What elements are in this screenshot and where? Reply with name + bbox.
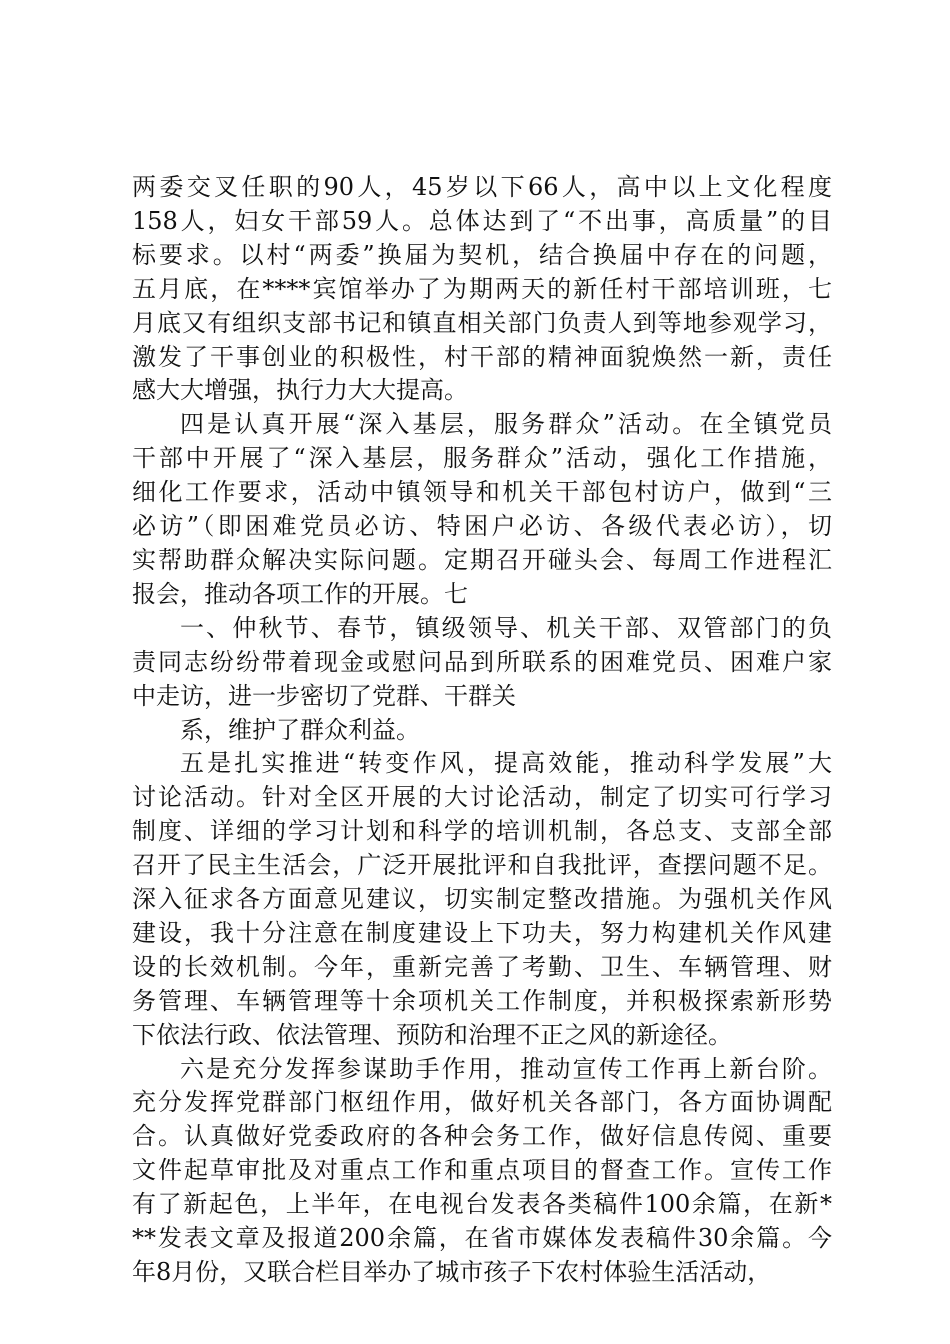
text-line: 制度、详细的学习计划和科学的培训机制，各总支、支部全部 — [132, 817, 832, 846]
text-line: 五月底，在****宾馆举办了为期两天的新任村干部培训班，七 — [132, 274, 832, 303]
text-line: 务管理、车辆管理等十余项机关工作制度，并积极探索新形势 — [132, 986, 832, 1015]
text-line: 设的长效机制。今年，重新完善了考勤、卫生、车辆管理、财 — [132, 952, 832, 981]
paragraph — [132, 747, 832, 1052]
text-line: 四是认真开展“深入基层，服务群众”活动。在全镇党员 — [180, 410, 832, 439]
text-line: 建设，我十分注意在制度建设上下功夫，努力构建机关作风建 — [132, 918, 832, 947]
text-line: 下依法行政、依法管理、预防和治理不正之风的新途径。 — [132, 1020, 732, 1049]
text-line: 标要求。以村“两委”换届为契机，结合换届中存在的问题， — [132, 240, 832, 269]
text-line: 召开了民主生活会，广泛开展批评和自我批评，查摆问题不足。 — [132, 851, 832, 880]
text-line: 有了新起色，上半年，在电视台发表各类稿件100余篇，在新* — [132, 1190, 832, 1219]
text-line: 干部中开展了“深入基层，服务群众”活动，强化工作措施， — [132, 444, 832, 473]
text-line: 细化工作要求，活动中镇领导和机关干部包村访户，做到“三 — [132, 478, 832, 507]
text-line: 讨论活动。针对全区开展的大讨论活动，制定了切实可行学习 — [132, 783, 832, 812]
text-line: 责同志纷纷带着现金或慰问品到所联系的困难党员、困难户家 — [132, 647, 832, 676]
text-line: **发表文章及报道200余篇，在省市媒体发表稿件30余篇。今 — [132, 1224, 832, 1253]
text-line: 六是充分发挥参谋助手作用，推动宣传工作再上新台阶。 — [180, 1054, 832, 1083]
text-line: 合。认真做好党委政府的各种会务工作，做好信息传阅、重要 — [132, 1122, 832, 1151]
text-line: 必访”（即困难党员必访、特困户必访、各级代表必访），切 — [132, 512, 832, 541]
text-line: 激发了干事创业的积极性，村干部的精神面貌焕然一新，责任 — [132, 342, 832, 371]
text-line: 年8月份，又联合栏目举办了城市孩子下农村体验生活活动， — [132, 1258, 772, 1286]
text-line: 文件起草审批及对重点工作和重点项目的督查工作。宣传工作 — [132, 1156, 832, 1185]
text-line: 系，维护了群众利益。 — [180, 715, 420, 744]
document-body — [132, 171, 832, 1290]
text-line: 月底又有组织支部书记和镇直相关部门负责人到等地参观学习， — [132, 308, 832, 337]
paragraph — [132, 1053, 832, 1290]
text-line: 实帮助群众解决实际问题。定期召开碰头会、每周工作进程汇 — [132, 545, 832, 574]
paragraph — [132, 612, 832, 714]
text-line: 报会，推动各项工作的开展。七 — [132, 579, 468, 608]
paragraph — [132, 171, 832, 408]
text-line: 充分发挥党群部门枢纽作用，做好机关各部门，各方面协调配 — [132, 1088, 832, 1117]
text-line: 五是扎实推进“转变作风，提高效能，推动科学发展”大 — [180, 749, 832, 778]
text-line: 158人，妇女干部59人。总体达到了“不出事，高质量”的目 — [132, 206, 832, 235]
text-line: 中走访，进一步密切了党群、干群关 — [132, 681, 516, 710]
paragraph — [132, 714, 832, 748]
text-line: 两委交叉任职的90人，45岁以下66人，高中以上文化程度 — [132, 173, 832, 201]
text-line: 深入征求各方面意见建议，切实制定整改措施。为强机关作风 — [132, 885, 832, 914]
text-line: 感大大增强，执行力大大提高。 — [132, 376, 468, 405]
text-line: 一、仲秋节、春节，镇级领导、机关干部、双管部门的负 — [180, 613, 832, 642]
paragraph — [132, 408, 832, 611]
